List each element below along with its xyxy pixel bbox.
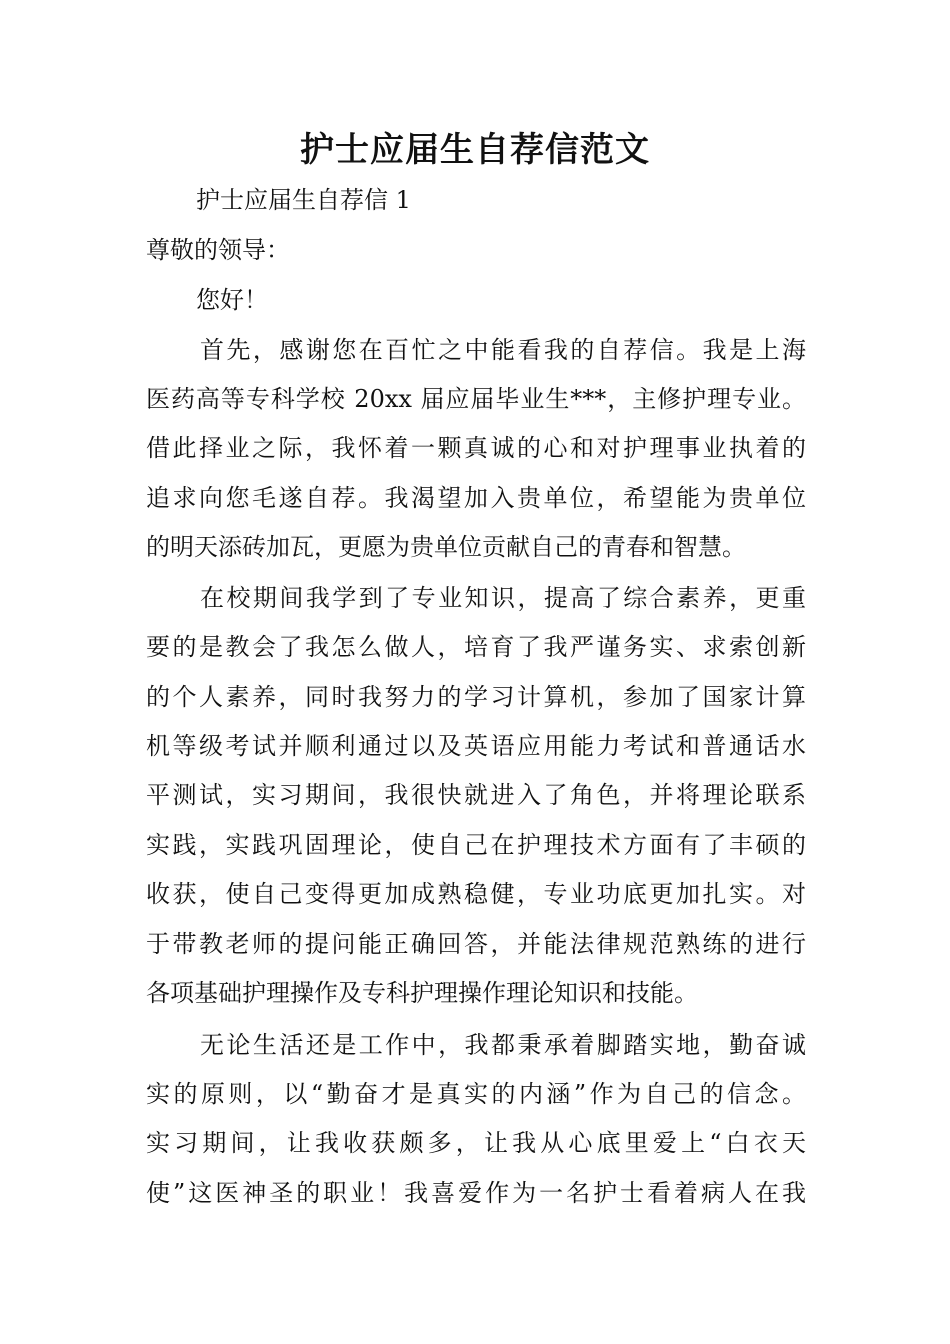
salutation: 尊敬的领导： <box>146 236 290 264</box>
paragraph-line: 无论生活还是工作中，我都秉承着脚踏实地，勤奋诚 <box>200 1031 806 1059</box>
paragraph-line: 借此择业之际，我怀着一颗真诚的心和对护理事业执着的 <box>146 434 806 462</box>
paragraph-line: 在校期间我学到了专业知识，提高了综合素养，更重 <box>200 584 806 612</box>
paragraph-line: 平测试，实习期间，我很快就进入了角色，并将理论联系 <box>146 781 806 809</box>
paragraph-line: 首先，感谢您在百忙之中能看我的自荐信。我是上海 <box>200 336 806 364</box>
paragraph-line: 实习期间，让我收获颇多，让我从心底里爱上“白衣天 <box>146 1129 806 1157</box>
document-title: 护士应届生自荐信范文 <box>300 130 650 170</box>
paragraph-line: 追求向您毛遂自荐。我渴望加入贵单位，希望能为贵单位 <box>146 484 806 512</box>
letter-subtitle: 护士应届生自荐信 1 <box>196 186 411 214</box>
paragraph-line: 各项基础护理操作及专科护理操作理论知识和技能。 <box>146 979 698 1007</box>
paragraph-line: 实践，实践巩固理论，使自己在护理技术方面有了丰硕的 <box>146 831 806 859</box>
paragraph-line: 于带教老师的提问能正确回答，并能法律规范熟练的进行 <box>146 930 806 958</box>
paragraph-line: 使”这医神圣的职业！我喜爱作为一名护士看着病人在我 <box>146 1179 806 1207</box>
paragraph-line: 要的是教会了我怎么做人，培育了我严谨务实、求索创新 <box>146 633 806 661</box>
paragraph-line: 机等级考试并顺利通过以及英语应用能力考试和普通话水 <box>146 732 806 760</box>
paragraph-line: 的明天添砖加瓦，更愿为贵单位贡献自己的青春和智慧。 <box>146 533 746 561</box>
greeting: 您好！ <box>196 286 268 314</box>
paragraph-line: 医药高等专科学校 20xx 届应届毕业生***，主修护理专业。 <box>146 385 806 413</box>
paragraph-line: 的个人素养，同时我努力的学习计算机，参加了国家计算 <box>146 683 806 711</box>
paragraph-line: 收获，使自己变得更加成熟稳健，专业功底更加扎实。对 <box>146 880 806 908</box>
paragraph-line: 实的原则，以“勤奋才是真实的内涵”作为自己的信念。 <box>146 1080 806 1108</box>
